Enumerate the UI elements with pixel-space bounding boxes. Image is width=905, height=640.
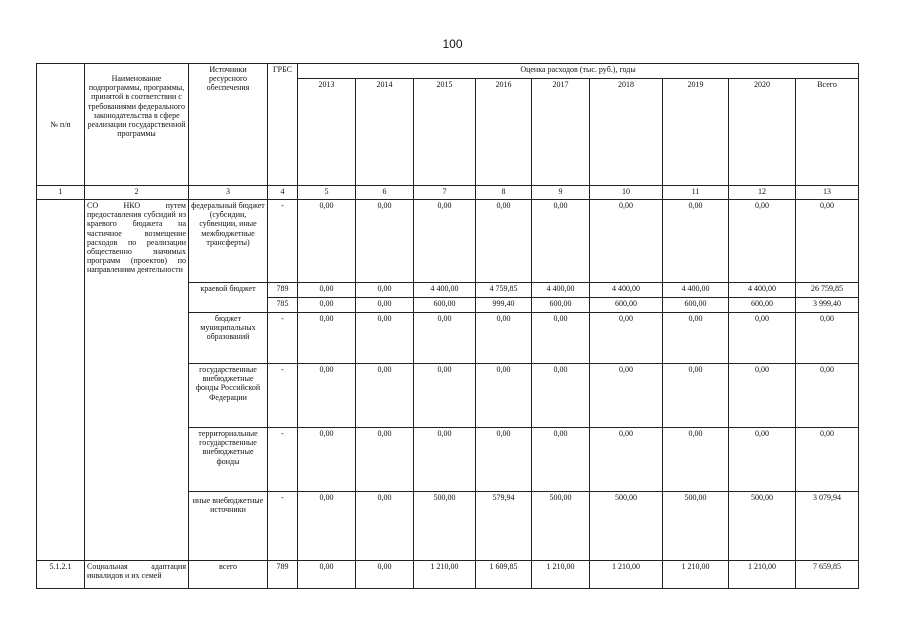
header-row [37, 64, 859, 79]
value-cell: 600,00 [414, 298, 476, 313]
row-num-cell: 5.1.2.1 [37, 561, 85, 589]
value-cell: 0,00 [796, 428, 859, 492]
source-cell: иные внебюджетные источники [189, 492, 268, 561]
value-cell: 0,00 [414, 200, 476, 283]
year-header: 2016 [476, 79, 532, 186]
value-cell: 0,00 [298, 492, 356, 561]
value-cell: 0,00 [356, 200, 414, 283]
value-cell: 0,00 [298, 283, 356, 298]
column-number: 8 [476, 186, 532, 200]
value-cell: 600,00 [590, 298, 663, 313]
value-cell: 0,00 [476, 313, 532, 364]
value-cell: 0,00 [663, 200, 729, 283]
value-cell: 0,00 [476, 200, 532, 283]
value-cell: 500,00 [663, 492, 729, 561]
value-cell: 0,00 [298, 428, 356, 492]
value-cell: 0,00 [414, 428, 476, 492]
source-cell: бюджет муниципальных образований [189, 313, 268, 364]
column-number: 4 [268, 186, 298, 200]
value-cell: 0,00 [663, 428, 729, 492]
grbs-cell: 789 [268, 561, 298, 589]
source-cell: территориальные государственные внебюджетные фонды [189, 428, 268, 492]
value-cell: 3 079,94 [796, 492, 859, 561]
source-cell: государственные внебюджетные фонды Российской Федерации [189, 364, 268, 428]
value-cell: 4 400,00 [590, 283, 663, 298]
budget-table [36, 63, 859, 589]
table-row [37, 200, 859, 283]
value-cell: 0,00 [663, 364, 729, 428]
value-cell: 0,00 [729, 313, 796, 364]
value-cell: 0,00 [590, 313, 663, 364]
value-cell: 0,00 [796, 364, 859, 428]
row-num-cell [37, 200, 85, 561]
grbs-cell: - [268, 200, 298, 283]
year-header: 2013 [298, 79, 356, 186]
value-cell: 0,00 [590, 428, 663, 492]
column-number-row [37, 186, 859, 200]
value-cell: 1 210,00 [532, 561, 590, 589]
value-cell: 0,00 [356, 283, 414, 298]
value-cell: 4 400,00 [414, 283, 476, 298]
value-cell: 4 400,00 [663, 283, 729, 298]
value-cell: 0,00 [729, 428, 796, 492]
grbs-cell: - [268, 313, 298, 364]
value-cell: 500,00 [532, 492, 590, 561]
grbs-cell: - [268, 428, 298, 492]
column-number: 10 [590, 186, 663, 200]
value-cell: 4 400,00 [532, 283, 590, 298]
value-cell: 0,00 [729, 364, 796, 428]
value-cell: 0,00 [796, 200, 859, 283]
value-cell: 0,00 [476, 364, 532, 428]
value-cell: 0,00 [356, 313, 414, 364]
header-source: Источники ресурсного обеспечения [189, 64, 268, 186]
value-cell: 0,00 [532, 313, 590, 364]
value-cell: 579,94 [476, 492, 532, 561]
year-header: Всего [796, 79, 859, 186]
year-header: 2019 [663, 79, 729, 186]
column-number: 6 [356, 186, 414, 200]
value-cell: 0,00 [414, 313, 476, 364]
year-header: 2018 [590, 79, 663, 186]
value-cell: 500,00 [590, 492, 663, 561]
value-cell: 1 609,85 [476, 561, 532, 589]
value-cell: 0,00 [298, 364, 356, 428]
page-number: 100 [442, 37, 463, 51]
value-cell: 0,00 [356, 492, 414, 561]
header-estimate: Оценка расходов (тыс. руб.), годы [298, 64, 859, 79]
value-cell: 0,00 [356, 364, 414, 428]
value-cell: 7 659,85 [796, 561, 859, 589]
column-number: 2 [85, 186, 189, 200]
value-cell: 0,00 [298, 298, 356, 313]
column-number: 12 [729, 186, 796, 200]
column-number: 9 [532, 186, 590, 200]
source-cell: федеральный бюджет (субсидии, субвенции, иные межбюджетные трансферты) [189, 200, 268, 283]
value-cell: 0,00 [532, 428, 590, 492]
value-cell: 3 999,40 [796, 298, 859, 313]
value-cell: 0,00 [590, 364, 663, 428]
value-cell: 600,00 [532, 298, 590, 313]
program-name: СО НКО путем предоставления субсидий из краевого бюджета на частичное возмещение расходов по реализации общественно значимых программ (проектов) по направлениям деятельности [85, 200, 189, 561]
column-number: 1 [37, 186, 85, 200]
value-cell: 4 759,85 [476, 283, 532, 298]
header-num: № п/п [37, 64, 85, 186]
value-cell: 500,00 [414, 492, 476, 561]
value-cell: 0,00 [476, 428, 532, 492]
value-cell: 600,00 [663, 298, 729, 313]
year-header: 2017 [532, 79, 590, 186]
program-name: Социальная адаптация инвалидов и их семей [85, 561, 189, 589]
value-cell: 1 210,00 [414, 561, 476, 589]
year-header: 2015 [414, 79, 476, 186]
value-cell: 0,00 [590, 200, 663, 283]
value-cell: 500,00 [729, 492, 796, 561]
value-cell: 0,00 [356, 428, 414, 492]
column-number: 5 [298, 186, 356, 200]
value-cell: 0,00 [729, 200, 796, 283]
year-header: 2014 [356, 79, 414, 186]
value-cell: 0,00 [298, 561, 356, 589]
value-cell: 999,40 [476, 298, 532, 313]
value-cell: 26 759,85 [796, 283, 859, 298]
value-cell: 0,00 [796, 313, 859, 364]
grbs-cell: - [268, 492, 298, 561]
value-cell: 0,00 [414, 364, 476, 428]
header-grbs: ГРБС [268, 64, 298, 186]
grbs-cell: - [268, 364, 298, 428]
column-number: 11 [663, 186, 729, 200]
value-cell: 1 210,00 [590, 561, 663, 589]
grbs-cell: 785 [268, 298, 298, 313]
column-number: 7 [414, 186, 476, 200]
value-cell: 0,00 [663, 313, 729, 364]
header-name: Наименование подпрограммы, программы, принятой в соответствии с требованиями федерального законодательства в сфере реализации государственной программы [85, 64, 189, 186]
column-number: 13 [796, 186, 859, 200]
value-cell: 1 210,00 [663, 561, 729, 589]
value-cell: 0,00 [532, 364, 590, 428]
table-row [37, 561, 859, 589]
value-cell: 600,00 [729, 298, 796, 313]
value-cell: 0,00 [356, 561, 414, 589]
value-cell: 0,00 [298, 200, 356, 283]
column-number: 3 [189, 186, 268, 200]
value-cell: 0,00 [532, 200, 590, 283]
value-cell: 1 210,00 [729, 561, 796, 589]
year-header: 2020 [729, 79, 796, 186]
source-cell: всего [189, 561, 268, 589]
grbs-cell: 789 [268, 283, 298, 298]
value-cell: 0,00 [356, 298, 414, 313]
value-cell: 0,00 [298, 313, 356, 364]
source-cell: краевой бюджет [189, 283, 268, 313]
value-cell: 4 400,00 [729, 283, 796, 298]
